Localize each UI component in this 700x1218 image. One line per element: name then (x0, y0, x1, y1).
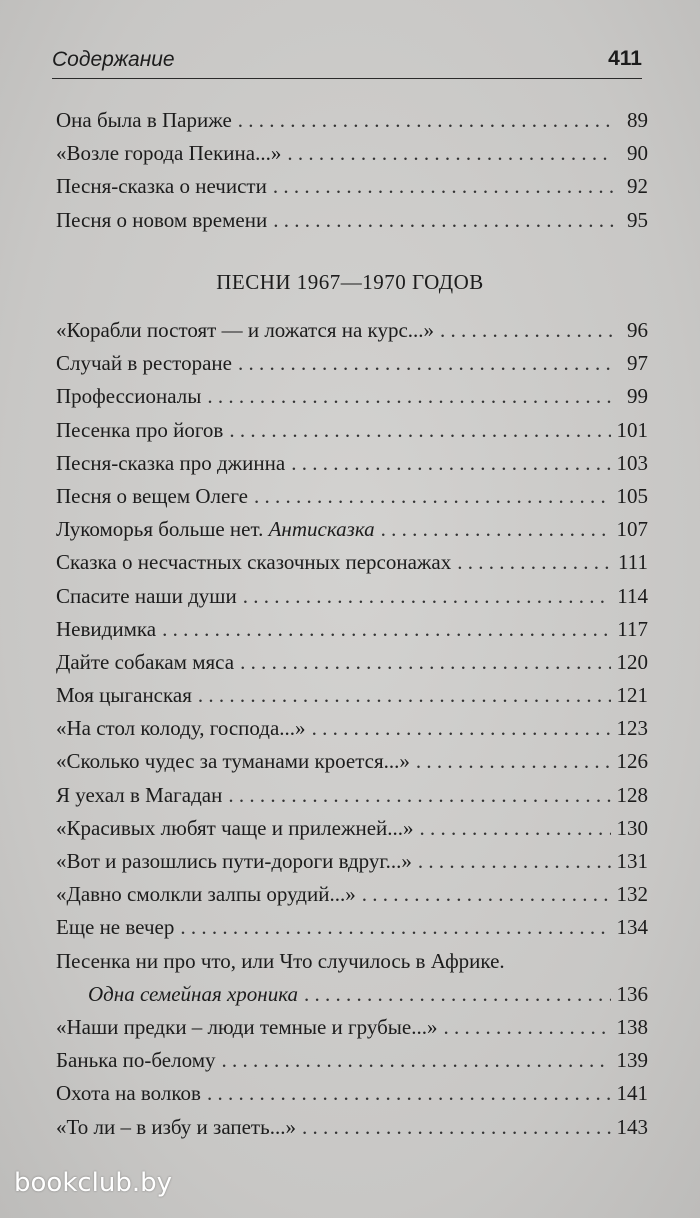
toc-entry: Еще не вечер . . . 134 (56, 911, 648, 944)
toc-entry: Я уехал в Магадан . . . 128 (56, 779, 648, 812)
toc-entry: «На стол колоду, господа...» . . . 123 (56, 712, 648, 745)
header-title: Содержание (52, 48, 175, 71)
toc-entry: «Корабли постоят — и ложатся на курс...» . . . 96 (56, 314, 648, 347)
toc-entry-multiline-second: Одна семейная хроника . . . 136 (56, 978, 648, 1011)
toc-entry: Лукоморья больше нет. Антисказка . . . 107 (56, 513, 648, 546)
toc-entry: «Сколько чудес за туманами кроется...» . . . 126 (56, 745, 648, 778)
toc-entry: «Возле города Пекина...» . . . 90 (56, 137, 648, 170)
toc-entry: Моя цыганская . . . 121 (56, 679, 648, 712)
toc-main-list (56, 314, 648, 1144)
toc-entry: Сказка о несчастных сказочных персонажах . . . 111 (56, 546, 648, 579)
toc-entry: «Вот и разошлись пути-дороги вдруг...» . . . 131 (56, 845, 648, 878)
toc-top-list (56, 104, 648, 237)
section-heading: ПЕСНИ 1967—1970 ГОДОВ (216, 270, 484, 294)
watermark-logo: bookclub.by (14, 1168, 173, 1198)
running-header (52, 46, 642, 79)
toc-entry: Песня о новом времени . . . 95 (56, 204, 648, 237)
toc-entry: Она была в Париже . . . 89 (56, 104, 648, 137)
toc-entry: «Давно смолкли залпы орудий...» . . . 132 (56, 878, 648, 911)
toc-entry: Случай в ресторане . . . 97 (56, 347, 648, 380)
toc-entry-multiline-first: Песенка ни про что, или Что случилось в Африке. (56, 948, 505, 973)
toc-entry: «Красивых любят чаще и прилежней...» . . . 130 (56, 812, 648, 845)
toc-entry: «Наши предки – люди темные и грубые...» . . . 138 (56, 1011, 648, 1044)
toc-entry: Дайте собакам мяса . . . 120 (56, 646, 648, 679)
toc-entry: Спасите наши души . . . 114 (56, 580, 648, 613)
header-page-number: 411 (608, 47, 642, 70)
toc-entry: Песня о вещем Олеге . . . 105 (56, 480, 648, 513)
toc-entry: Охота на волков . . . 141 (56, 1077, 648, 1110)
toc-entry: Профессионалы . . . 99 (56, 380, 648, 413)
toc-entry: «То ли – в избу и запеть...» . . . 143 (56, 1111, 648, 1144)
toc-entry: Песенка про йогов . . . 101 (56, 414, 648, 447)
toc-entry: Песня-сказка о нечисти . . . 92 (56, 170, 648, 203)
toc-entry: Песня-сказка про джинна . . . 103 (56, 447, 648, 480)
toc-subtitle-italic: Антисказка (268, 517, 375, 542)
toc-entry: Банька по-белому . . . 139 (56, 1044, 648, 1077)
toc-entry: Невидимка . . . 117 (56, 613, 648, 646)
